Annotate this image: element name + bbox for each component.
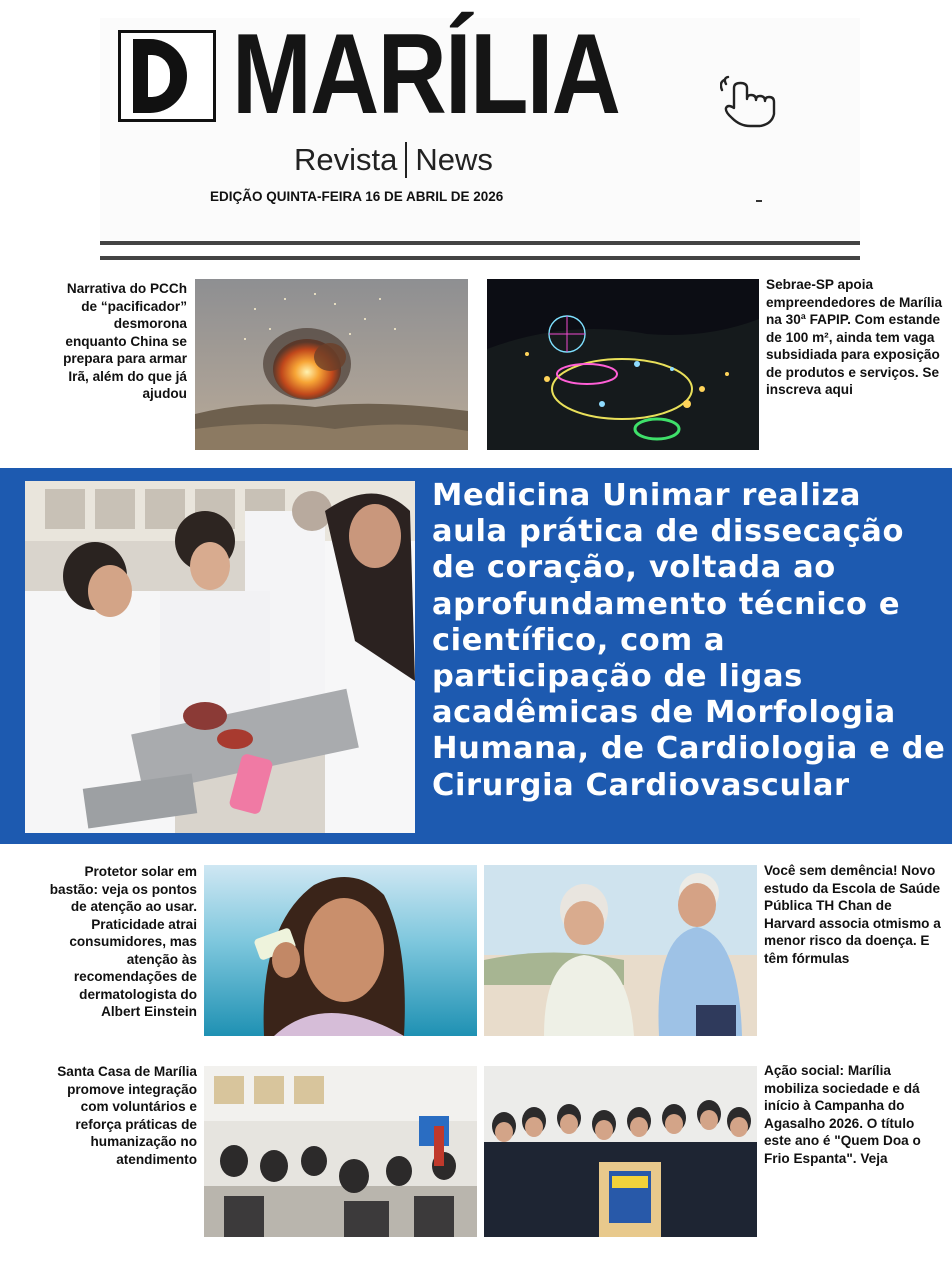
logo-sub-revista: Revista (294, 142, 398, 177)
night-fair-aerial-photo[interactable] (487, 279, 759, 450)
story-caption-china[interactable]: Narrativa do PCCh de “pacificador” desmorona enquanto China se prepara para armar Irã, além do que já ajudou (63, 281, 187, 401)
volunteer-meeting-photo[interactable] (204, 1066, 477, 1237)
rule-top (100, 241, 860, 245)
story-caption-agasalho[interactable]: Ação social: Marília mobiliza sociedade e dá início à Campanha do Agasalho 2026. O título este ano é "Quem Doa o Frio Espanta". Veja (764, 1063, 921, 1166)
story-caption-dementia[interactable]: Você sem demência! Novo estudo da Escola de Saúde Pública TH Chan de Harvard associa otmismo a menor risco da doença. E têm fórmulas (764, 863, 941, 966)
campaign-group-photo[interactable] (484, 1066, 757, 1237)
story-caption-santa-casa[interactable]: Santa Casa de Marília promove integração com voluntários e reforça práticas de humanização no atendimento (57, 1064, 197, 1167)
logo-subtitle (294, 142, 493, 178)
elderly-couple-beach-photo[interactable] (484, 865, 757, 1036)
story-caption-sebrae[interactable]: Sebrae-SP apoia empreendedores de Marília na 30ª FAPIP. Com estande de 100 m², ainda tem vaga subsidiada para exposição de produtos e serviços. Se inscreva aqui (766, 277, 943, 397)
logo-title[interactable]: MARÍLIA (232, 11, 620, 138)
dash-mark (756, 200, 762, 202)
sunscreen-stick-photo[interactable] (204, 865, 477, 1036)
pointing-hand-icon[interactable] (720, 74, 780, 130)
edition-date: EDIÇÃO QUINTA-FEIRA 16 DE ABRIL DE 2026 (210, 189, 504, 204)
feature-headline[interactable]: Medicina Unimar realiza aula prática de dissecação de coração, voltada ao aprofundamento técnico e científico, com a participação de ligas acadêmicas de Morfologia Humana, de Cardiologia e de Cirurgia Cardiovascular (432, 478, 946, 803)
logo-sub-separator (405, 142, 407, 178)
logo-sub-news: News (415, 142, 493, 177)
anatomy-lab-photo[interactable] (25, 481, 415, 833)
explosion-photo[interactable] (195, 279, 468, 450)
logo-d-mark[interactable] (118, 30, 216, 122)
story-caption-sunscreen[interactable]: Protetor solar em bastão: veja os pontos de atenção ao usar. Praticidade atrai consumidores, mas atenção às recomendações de dermatologista do Albert Einstein (49, 864, 197, 1019)
rule-bottom (100, 256, 860, 260)
